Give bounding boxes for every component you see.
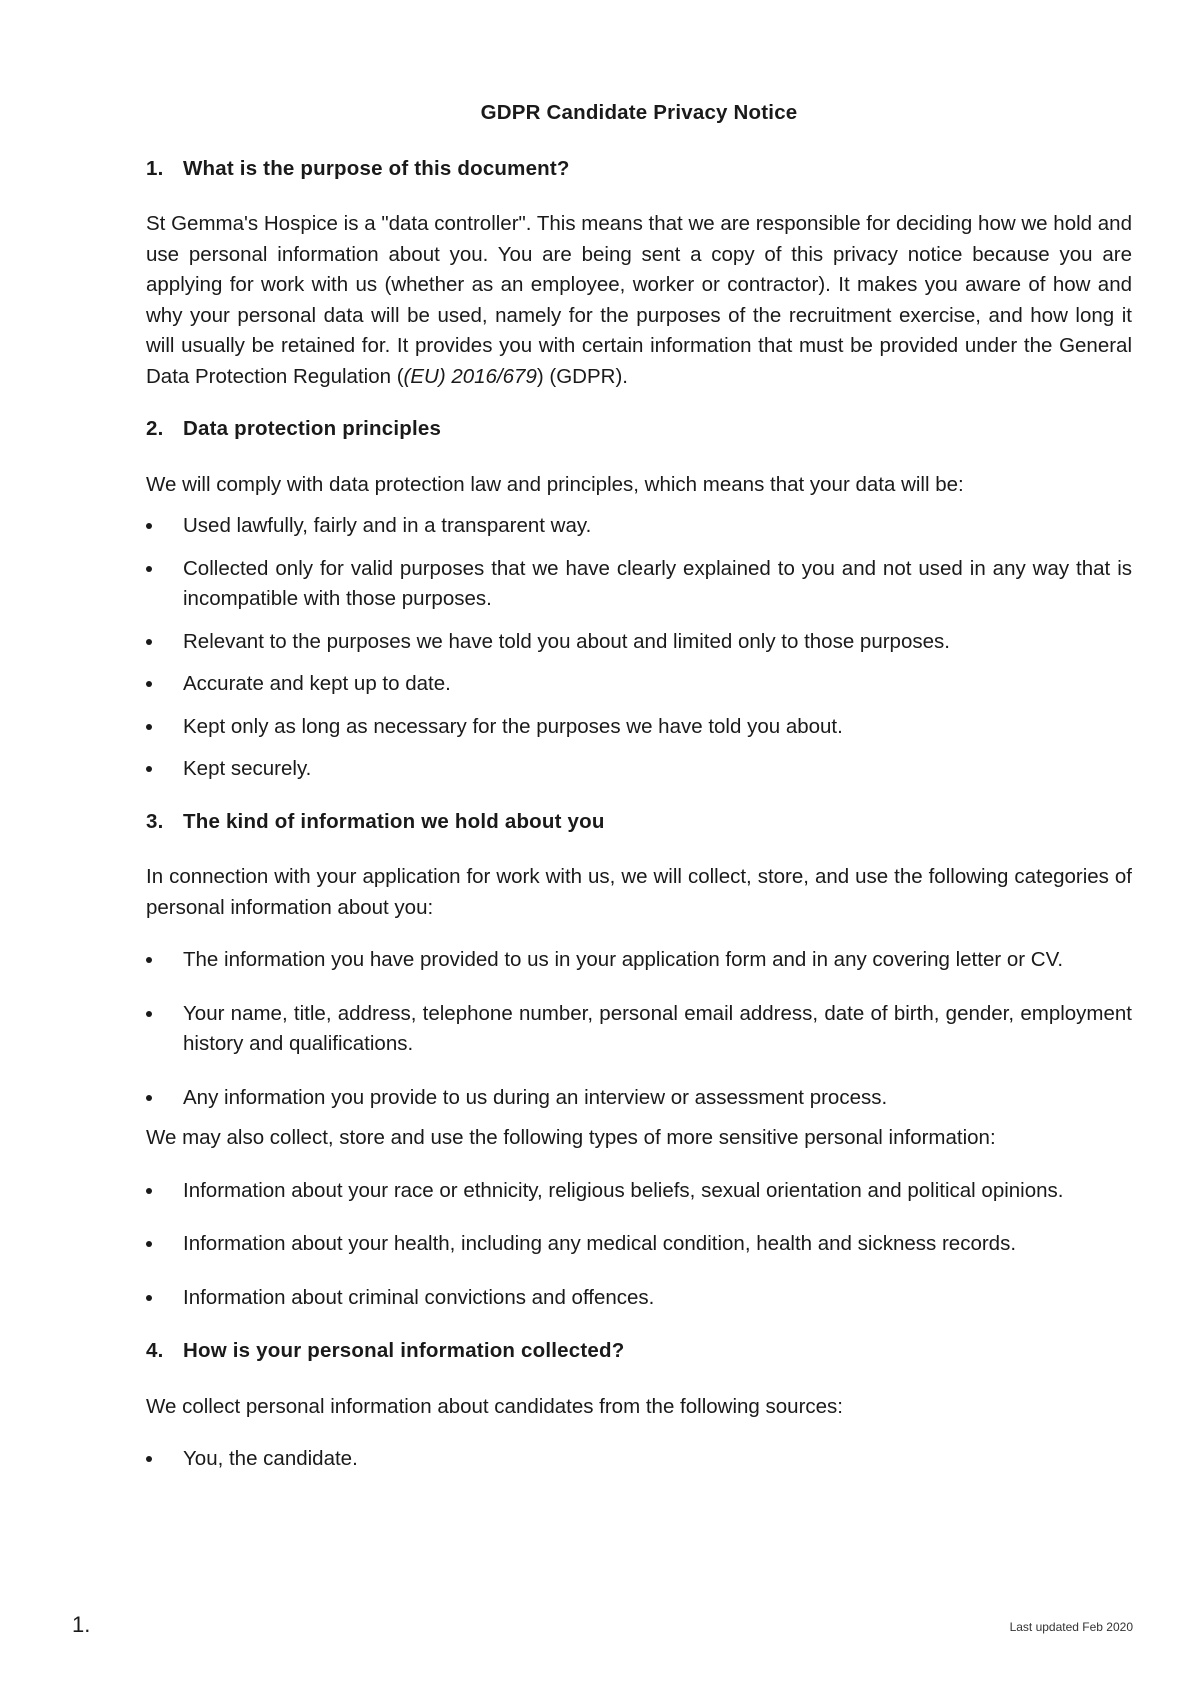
sources-list xyxy=(146,1444,1132,1475)
list-item-text: Your name, title, address, telephone number, personal email address, date of birth, gender, employment history and qualifications. xyxy=(183,1001,1132,1055)
bullet-icon xyxy=(146,1456,152,1462)
section-3-intro: In connection with your application for work with us, we will collect, store, and use the following categories of personal information about you: xyxy=(146,865,1132,919)
list-item xyxy=(146,554,1132,615)
list-item-text: Relevant to the purposes we have told you about and limited only to those purposes. xyxy=(183,629,950,653)
section-4-intro: We collect personal information about candidates from the following sources: xyxy=(146,1394,843,1418)
bullet-icon xyxy=(146,566,152,572)
section-number: 3. xyxy=(146,809,164,833)
list-item xyxy=(146,627,1132,658)
section-number: 2. xyxy=(146,417,164,440)
section-title: The kind of information we hold about you xyxy=(183,809,605,833)
list-item xyxy=(146,1083,1132,1114)
section-2-intro: We will comply with data protection law and principles, which means that your data will be: xyxy=(146,472,964,496)
paragraph-text: St Gemma's Hospice is a "data controller". This means that we are responsible for deciding how we hold and use personal information about you. You are being sent a copy of this privacy notice because you are applying for work with us (whether as an employee, worker or contractor). It makes you aware of how and why your personal data will be used, namely for the purposes of the recruitment exercise, and how long it will usually be retained for. It provides you with certain information that must be provided under the General Data Protection Regulation ( xyxy=(146,212,1132,388)
bullet-icon xyxy=(146,1095,152,1101)
bullet-icon xyxy=(146,1295,152,1301)
bullet-icon xyxy=(146,724,152,730)
bullet-icon xyxy=(146,957,152,963)
sensitive-information-list xyxy=(146,1176,1132,1314)
list-item-text: You, the candidate. xyxy=(183,1447,358,1470)
bullet-icon xyxy=(146,1241,152,1247)
document-body xyxy=(146,98,1132,1487)
list-item-text: Used lawfully, fairly and in a transparent way. xyxy=(183,514,592,537)
document-title: GDPR Candidate Privacy Notice xyxy=(480,101,798,124)
bullet-icon xyxy=(146,1188,152,1194)
list-item-text: The information you have provided to us in your application form and in any covering letter or CV. xyxy=(183,948,1064,971)
list-item xyxy=(146,945,1132,976)
section-3-intro-sensitive: We may also collect, store and use the following types of more sensitive personal information: xyxy=(146,1126,996,1149)
list-item xyxy=(146,1283,1132,1314)
list-item-text: Information about your race or ethnicity, religious beliefs, sexual orientation and political opinions. xyxy=(183,1178,1064,1202)
paragraph-text-end: ) (GDPR). xyxy=(536,364,628,388)
section-title: Data protection principles xyxy=(183,417,442,440)
list-item-text: Kept only as long as necessary for the purposes we have told you about. xyxy=(183,714,843,738)
section-number: 4. xyxy=(146,1339,164,1362)
bullet-icon xyxy=(146,523,152,529)
list-item xyxy=(146,712,1132,743)
section-3-heading xyxy=(146,807,1132,838)
last-updated-label: Last updated Feb 2020 xyxy=(1009,1620,1133,1634)
bullet-icon xyxy=(146,1011,152,1017)
list-item xyxy=(146,1444,1132,1475)
list-item xyxy=(146,511,1132,542)
principles-list xyxy=(146,511,1132,785)
information-categories-list xyxy=(146,945,1132,1113)
section-title: How is your personal information collected? xyxy=(183,1339,625,1362)
list-item xyxy=(146,1176,1132,1207)
list-item xyxy=(146,754,1132,785)
list-item-text: Information about your health, including any medical condition, health and sickness records. xyxy=(183,1232,1017,1255)
bullet-icon xyxy=(146,681,152,687)
list-item-text: Collected only for valid purposes that we have clearly explained to you and not used in any way that is incompatible with those purposes. xyxy=(183,556,1132,610)
list-item-text: Any information you provide to us during an interview or assessment process. xyxy=(183,1085,888,1109)
section-2-heading xyxy=(146,414,1132,445)
list-item xyxy=(146,1229,1132,1260)
section-1-paragraph xyxy=(146,209,1132,392)
list-item xyxy=(146,999,1132,1060)
page-number: 1. xyxy=(72,1612,91,1637)
regulation-reference: (EU) 2016/679 xyxy=(403,364,537,388)
list-item xyxy=(146,669,1132,700)
bullet-icon xyxy=(146,639,152,645)
section-title: What is the purpose of this document? xyxy=(183,156,570,180)
section-4-heading xyxy=(146,1336,1132,1367)
list-item-text: Information about criminal convictions and offences. xyxy=(183,1285,655,1309)
section-1-heading xyxy=(146,154,1132,185)
section-number: 1. xyxy=(146,156,164,180)
bullet-icon xyxy=(146,766,152,772)
list-item-text: Accurate and kept up to date. xyxy=(183,672,451,695)
list-item-text: Kept securely. xyxy=(183,757,312,780)
